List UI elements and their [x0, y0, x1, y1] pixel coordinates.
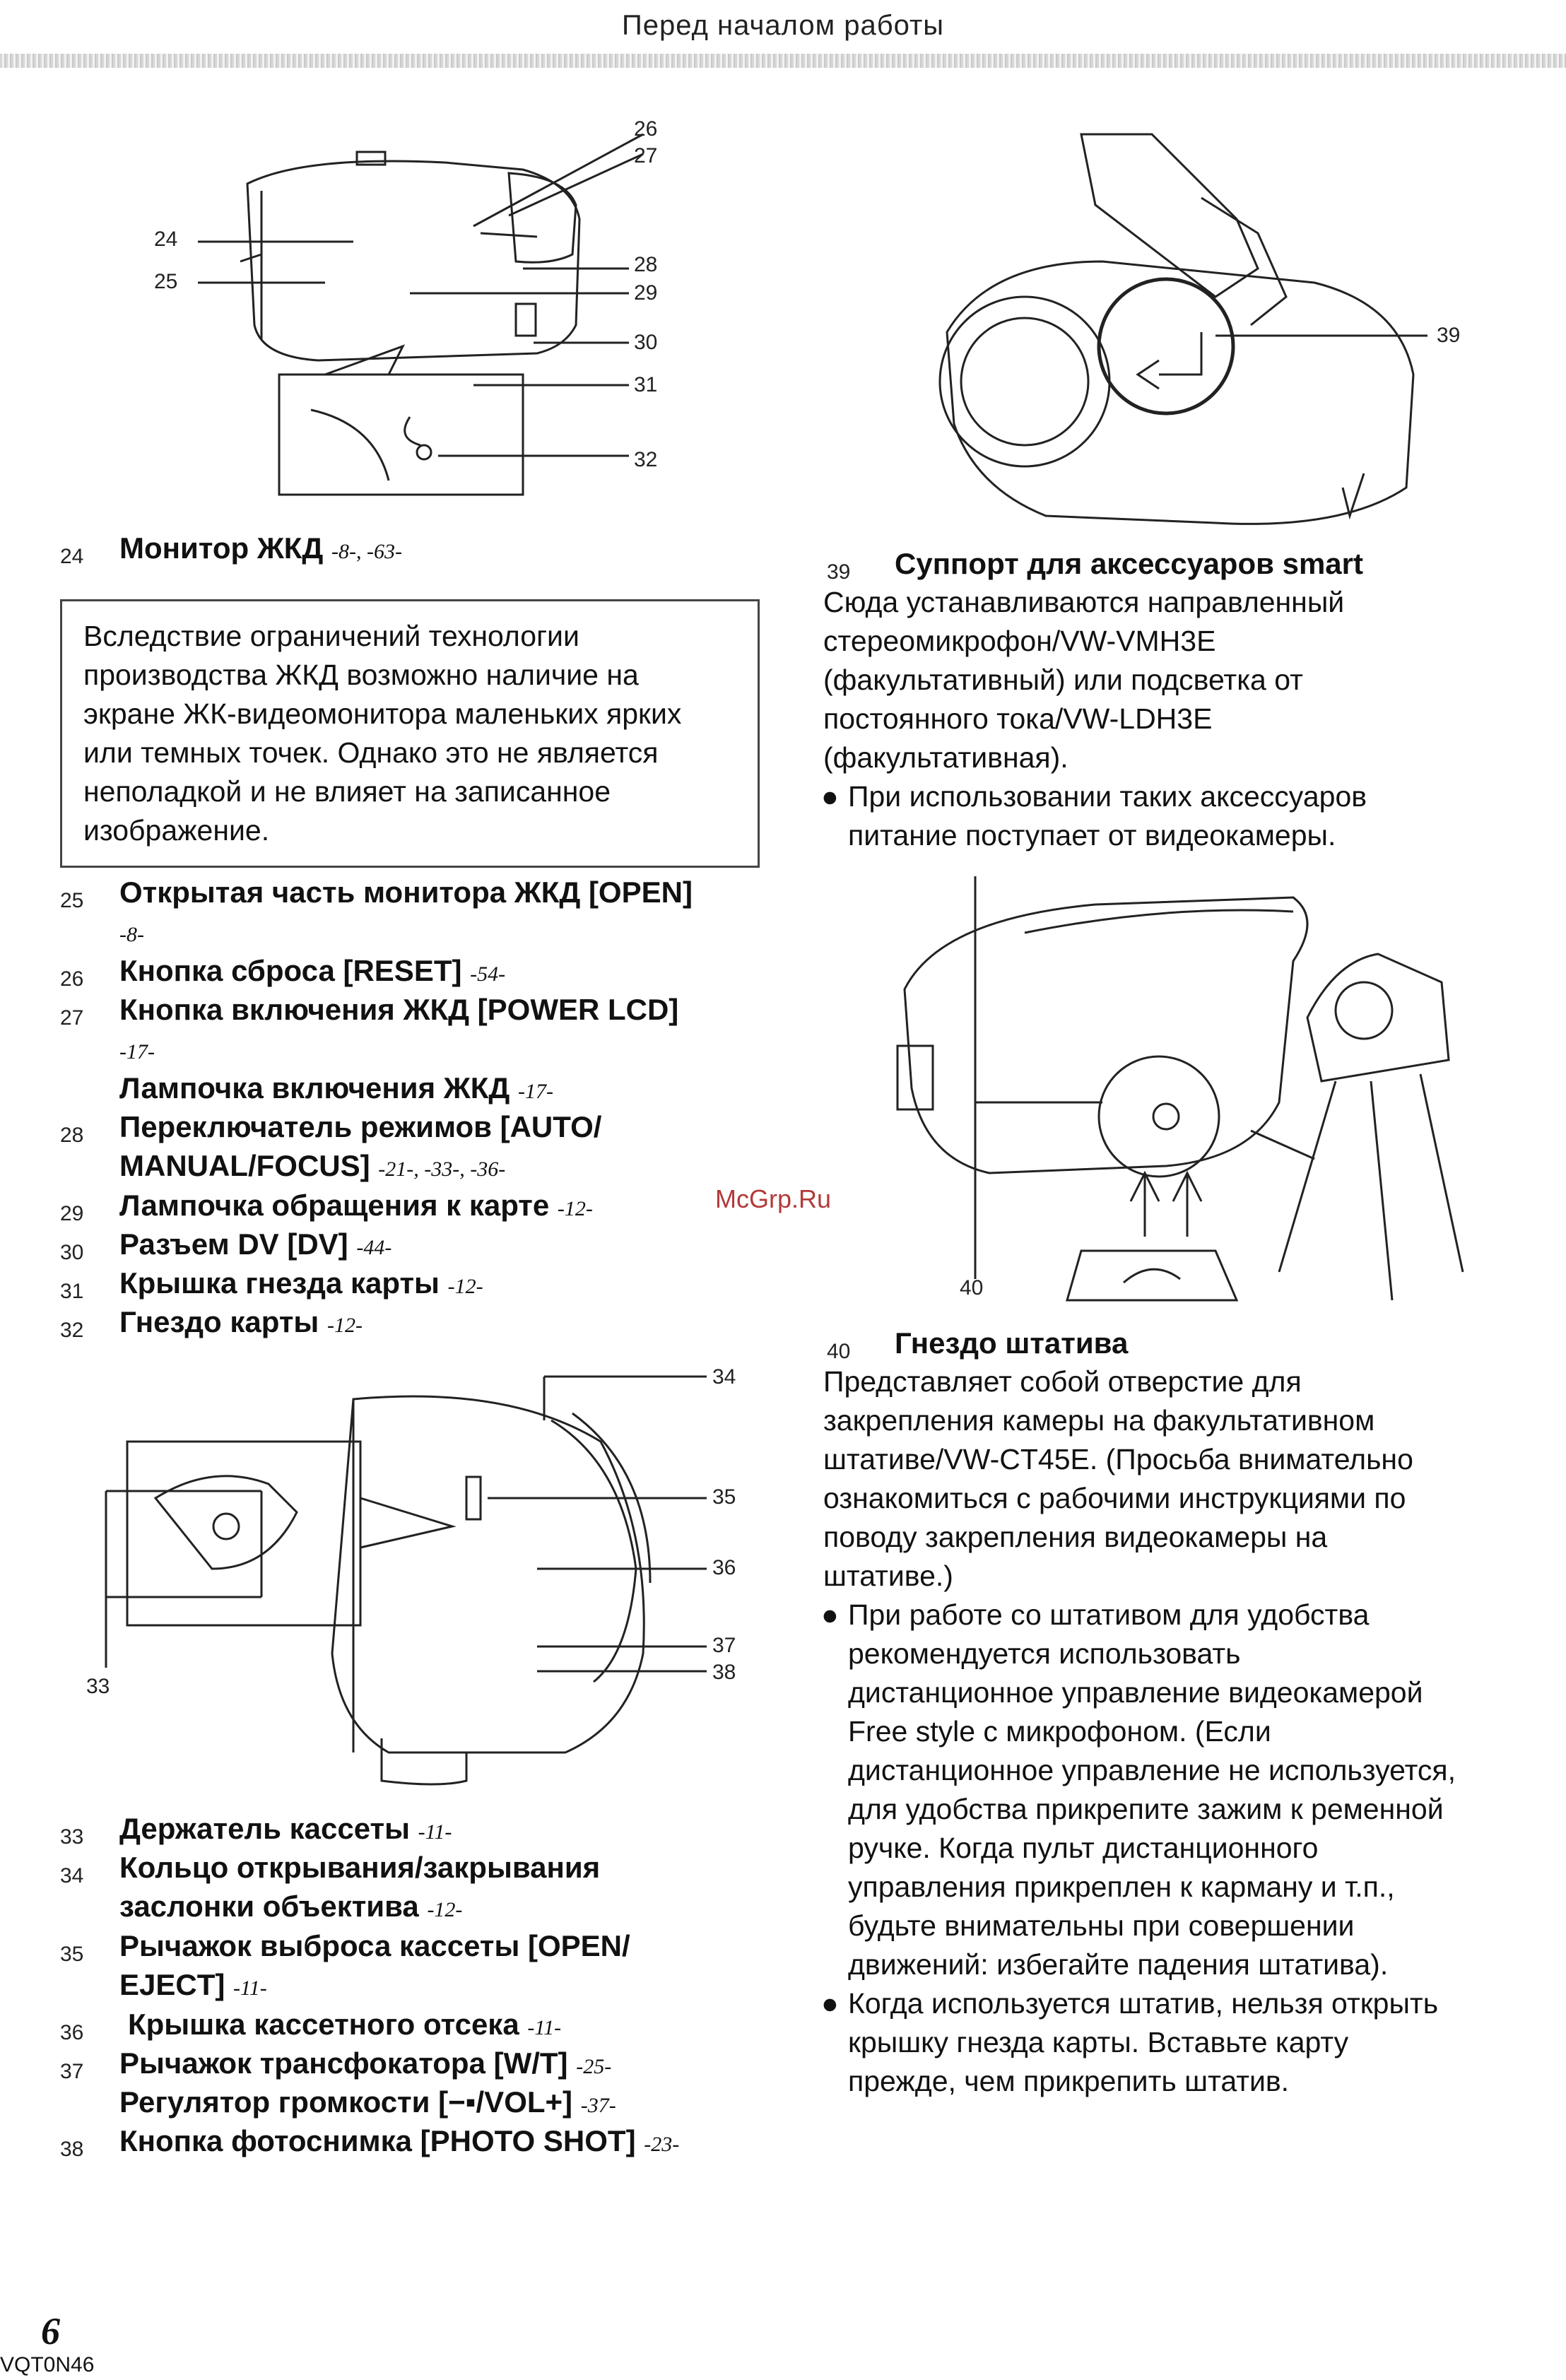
desc-line: Сюда устанавливаются направленный — [823, 586, 1345, 618]
item-pages: -44- — [356, 1236, 392, 1259]
desc-line: поводу закрепления видеокамеры на — [823, 1521, 1328, 1553]
item-label: Держатель кассеты — [119, 1812, 410, 1845]
item-number: 36 — [60, 2021, 84, 2044]
item-32 — [60, 1302, 774, 1345]
callout-32: 32 — [634, 448, 658, 471]
item-number: 33 — [60, 1825, 84, 1849]
item-number: 26 — [60, 967, 84, 991]
item-29 — [60, 1186, 774, 1228]
item-label: Кнопка включения ЖКД [POWER LCD] — [119, 993, 679, 1026]
desc-line: постоянного тока/VW-LDH3E — [823, 702, 1213, 735]
item-40-bullet-1 — [821, 1596, 1562, 1984]
callout-35: 35 — [712, 1485, 736, 1509]
item-number: 28 — [60, 1124, 84, 1147]
bullet-line: движений: избегайте падения штатива). — [848, 1948, 1389, 1981]
item-38 — [60, 2121, 774, 2164]
desc-line: стереомикрофон/VW-VMH3E — [823, 625, 1216, 657]
callout-40: 40 — [960, 1276, 984, 1300]
lcd-note-text: Вследствие ограничений технологии производства ЖКД возможно наличие на экране ЖК-видеомонитора маленьких ярких или темных точек. Однако это не является неполадкой и не влияет на записанное изображение. — [83, 620, 682, 847]
desc-line: ознакомиться с рабочими инструкциями по — [823, 1482, 1406, 1514]
item-25 — [60, 873, 774, 954]
watermark: McGrp.Ru — [715, 1184, 832, 1213]
item-40-bullet-2 — [821, 1984, 1562, 2101]
callout-25: 25 — [154, 270, 178, 293]
item-pages: -37- — [580, 2094, 616, 2117]
item-number: 29 — [60, 1202, 84, 1225]
bullet-line: для удобства прикрепите зажим к ременной — [848, 1793, 1444, 1825]
item-label: Суппорт для аксессуаров smart — [895, 547, 1363, 580]
item-label: Монитор ЖКД — [119, 531, 324, 565]
callout-31: 31 — [634, 373, 658, 396]
item-number: 34 — [60, 1864, 84, 1887]
item-label-end: /VOL+] — [476, 2085, 573, 2119]
item-label-cont: EJECT] — [119, 1968, 225, 2001]
item-pages: -12- — [326, 1314, 363, 1337]
item-pages: -17- — [517, 1080, 553, 1103]
figure-camera-cassette — [85, 1357, 735, 1795]
item-number: 37 — [60, 2060, 84, 2083]
item-number: 39 — [827, 560, 851, 584]
item-39-description — [823, 583, 1558, 777]
item-number: 38 — [60, 2138, 84, 2161]
bullet-line: крышку гнезда карты. Вставьте карту — [848, 2026, 1349, 2058]
item-label: Гнездо карты — [119, 1305, 319, 1338]
item-number: 35 — [60, 1943, 84, 1966]
item-label: Рычажок выброса кассеты [OPEN/ — [119, 1929, 630, 1962]
bullet-line: При использовании таких аксессуаров — [848, 780, 1367, 813]
callout-34: 34 — [712, 1365, 736, 1389]
item-pages: -21-, -33-, -36- — [378, 1157, 506, 1181]
item-label: Гнездо штатива — [895, 1326, 1129, 1360]
callout-28: 28 — [634, 253, 658, 276]
item-label: Кольцо открывания/закрывания — [119, 1851, 601, 1884]
item-label: Разъем DV [DV] — [119, 1227, 348, 1261]
bullet-line: Когда используется штатив, нельзя открыть — [848, 1987, 1439, 2020]
item-pages: -8- — [119, 923, 144, 946]
item-34 — [60, 1848, 774, 1929]
item-35 — [60, 1926, 774, 2008]
item-30 — [60, 1225, 774, 1267]
callout-24: 24 — [154, 228, 178, 251]
bullet-dot-icon: ● — [821, 1598, 839, 1631]
bullet-line: дистанционное управление не используется, — [848, 1754, 1456, 1786]
item-pages: -12- — [427, 1898, 463, 1921]
item-40-description — [823, 1362, 1562, 1596]
item-number: 32 — [60, 1319, 84, 1342]
item-pages: -23- — [644, 2133, 680, 2156]
figure-accessory-shoe — [919, 120, 1484, 544]
item-pages: -12- — [557, 1197, 593, 1220]
lcd-note-box — [60, 599, 760, 868]
item-28 — [60, 1107, 774, 1189]
item-pages: -54- — [470, 962, 506, 986]
bullet-line: рекомендуется использовать — [848, 1637, 1241, 1670]
item-number: 40 — [827, 1340, 851, 1363]
item-pages: -12- — [447, 1275, 483, 1298]
volume-square-icon: ▪ — [465, 2085, 476, 2119]
bullet-line: управления прикреплен к карману и т.п., — [848, 1871, 1395, 1903]
desc-line: Представляет собой отверстие для — [823, 1365, 1302, 1398]
callout-36: 36 — [712, 1556, 736, 1579]
document-code: VQT0N46 — [0, 2353, 95, 2376]
item-number: 25 — [60, 889, 84, 912]
bullet-dot-icon: ● — [821, 780, 839, 813]
callout-37: 37 — [712, 1634, 736, 1657]
callout-33: 33 — [86, 1675, 110, 1698]
figure-tripod-receptacle — [883, 876, 1484, 1314]
callout-29: 29 — [634, 281, 658, 305]
callout-39: 39 — [1437, 324, 1461, 347]
item-pages: -11- — [233, 1977, 267, 2000]
item-label: Лампочка включения ЖКД — [119, 1071, 510, 1104]
page-header-title: Перед началом работы — [621, 10, 945, 41]
desc-line: штативе/VW-CT45E. (Просьба внимательно — [823, 1443, 1413, 1475]
item-label: Кнопка сброса [RESET] — [119, 954, 462, 987]
bullet-dot-icon: ● — [821, 1987, 839, 2020]
item-label: Крышка гнезда карты — [119, 1266, 440, 1300]
item-pages: -17- — [119, 1040, 155, 1064]
desc-line: закрепления камеры на факультативном — [823, 1404, 1375, 1437]
desc-line: (факультативная). — [823, 741, 1068, 774]
item-36 — [60, 2005, 774, 2047]
page-number: 6 — [41, 2310, 60, 2352]
header-band — [0, 54, 1566, 68]
item-pages: -11- — [527, 2016, 562, 2039]
bullet-line: Free style с микрофоном. (Если — [848, 1715, 1271, 1748]
item-37 — [60, 2044, 774, 2086]
item-26 — [60, 951, 774, 994]
bullet-line: питание поступает от видеокамеры. — [848, 819, 1336, 852]
item-label: Переключатель режимов [AUTO/ — [119, 1110, 602, 1143]
item-number: 31 — [60, 1280, 84, 1303]
item-label: Рычажок трансфокатора [W/T] — [119, 2046, 568, 2080]
item-number: 27 — [60, 1006, 84, 1030]
item-27-lamp — [60, 1068, 774, 1111]
callout-38: 38 — [712, 1661, 736, 1684]
item-number: 30 — [60, 1241, 84, 1264]
item-40 — [827, 1324, 1562, 1362]
callout-30: 30 — [634, 331, 658, 354]
item-label-cont: MANUAL/FOCUS] — [119, 1149, 370, 1182]
item-label: Регулятор громкости [− — [119, 2085, 466, 2119]
item-24 — [60, 529, 767, 571]
item-pages: -8-, -63- — [331, 540, 402, 563]
item-pages: -25- — [576, 2055, 612, 2078]
item-39 — [827, 544, 1562, 583]
bullet-line: будьте внимательны при совершении — [848, 1909, 1355, 1942]
desc-line: (факультативный) или подсветка от — [823, 664, 1303, 696]
callout-26: 26 — [634, 117, 658, 141]
item-31 — [60, 1263, 774, 1306]
item-pages: -11- — [418, 1820, 452, 1844]
figure-camera-lcd-side — [141, 113, 707, 523]
bullet-line: ручке. Когда пульт дистанционного — [848, 1832, 1319, 1864]
item-label: Кнопка фотоснимка [PHOTO SHOT] — [119, 2124, 636, 2157]
desc-line: штативе.) — [823, 1560, 953, 1592]
item-label: Открытая часть монитора ЖКД [OPEN] — [119, 876, 693, 909]
item-label-cont: заслонки объектива — [119, 1890, 419, 1923]
item-37-volume — [60, 2082, 774, 2125]
item-39-bullet — [821, 777, 1555, 855]
item-number: 24 — [60, 545, 84, 568]
bullet-line: прежде, чем прикрепить штатив. — [848, 2065, 1290, 2097]
item-33 — [60, 1809, 774, 1851]
bullet-line: дистанционное управление видеокамерой — [848, 1676, 1423, 1709]
item-label: Лампочка обращения к карте — [119, 1189, 550, 1222]
callout-27: 27 — [634, 144, 658, 167]
bullet-line: При работе со штативом для удобства — [848, 1598, 1370, 1631]
item-label: Крышка кассетного отсека — [128, 2008, 519, 2041]
item-27 — [60, 990, 774, 1071]
